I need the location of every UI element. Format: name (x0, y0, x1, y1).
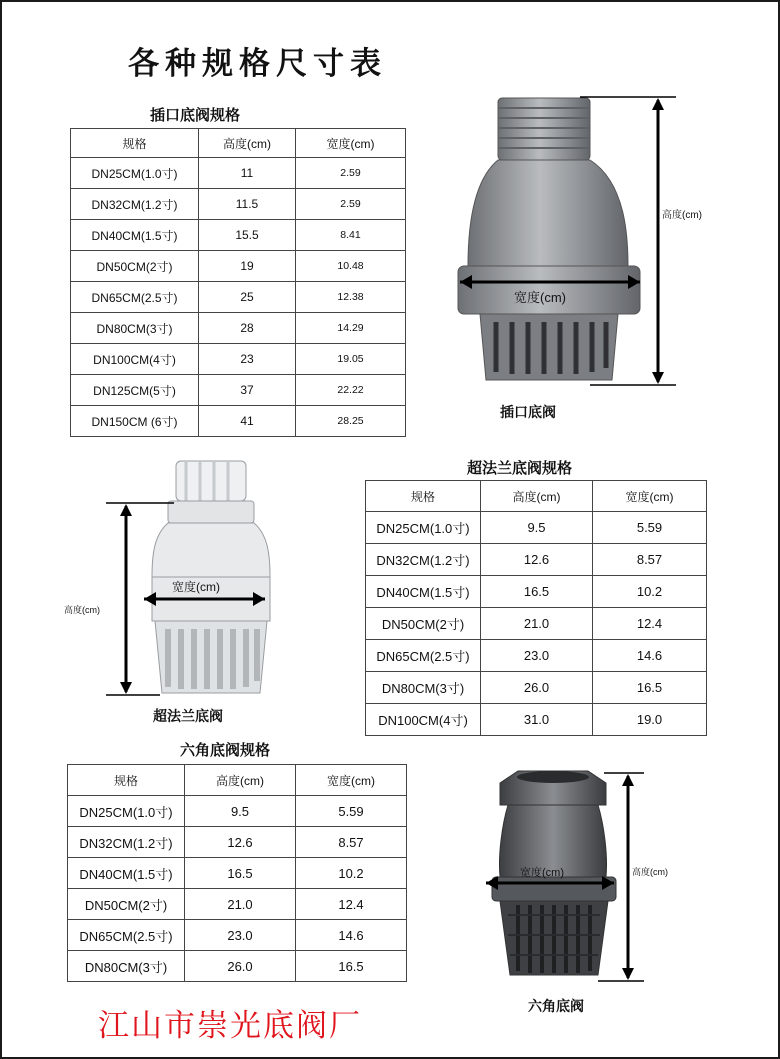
spec-cell: DN125CM(5寸) (71, 375, 199, 406)
spec-cell: DN80CM(3寸) (366, 672, 481, 704)
column-header: 宽度(cm) (296, 765, 407, 796)
width-cell: 19.05 (296, 344, 406, 375)
spec-cell: DN150CM (6寸) (71, 406, 199, 437)
column-header: 规格 (366, 481, 481, 512)
spec-cell: DN25CM(1.0寸) (68, 796, 185, 827)
insert-valve-photo (440, 88, 730, 418)
width-cell: 12.4 (593, 608, 707, 640)
table-row (68, 889, 407, 920)
insert-valve-spec-table (70, 128, 406, 437)
width-cell: 5.59 (593, 512, 707, 544)
hex-valve-header-row (68, 765, 407, 796)
flange-valve-width-label: 宽度(cm) (172, 580, 220, 594)
flange-valve-spec-table (365, 480, 707, 736)
insert-valve-table-title: 插口底阀规格 (150, 106, 241, 124)
height-cell: 23.0 (185, 920, 296, 951)
height-cell: 9.5 (185, 796, 296, 827)
width-cell: 10.2 (296, 858, 407, 889)
spec-cell: DN80CM(3寸) (68, 951, 185, 982)
insert-valve-caption: 插口底阀 (500, 405, 556, 421)
height-cell: 37 (199, 375, 296, 406)
height-cell: 41 (199, 406, 296, 437)
width-cell: 12.4 (296, 889, 407, 920)
hex-valve-spec-table (67, 764, 407, 982)
column-header: 宽度(cm) (593, 481, 707, 512)
height-cell: 25 (199, 282, 296, 313)
height-cell: 21.0 (185, 889, 296, 920)
flange-valve-photo (60, 455, 275, 705)
height-cell: 26.0 (185, 951, 296, 982)
width-cell: 28.25 (296, 406, 406, 437)
table-row (68, 827, 407, 858)
height-cell: 12.6 (185, 827, 296, 858)
hex-valve-height-label: 高度(cm) (632, 867, 668, 877)
width-cell: 14.6 (593, 640, 707, 672)
height-cell: 15.5 (199, 220, 296, 251)
height-cell: 23 (199, 344, 296, 375)
table-row (366, 640, 707, 672)
flange-valve-header-row (366, 481, 707, 512)
spec-cell: DN32CM(1.2寸) (71, 189, 199, 220)
height-cell: 11 (199, 158, 296, 189)
width-cell: 19.0 (593, 704, 707, 736)
column-header: 高度(cm) (185, 765, 296, 796)
table-row (366, 544, 707, 576)
width-cell: 12.38 (296, 282, 406, 313)
insert-valve-header-row (71, 129, 406, 158)
spec-cell: DN40CM(1.5寸) (68, 858, 185, 889)
table-row (71, 158, 406, 189)
insert-valve-width-label: 宽度(cm) (514, 290, 566, 305)
width-cell: 2.59 (296, 189, 406, 220)
insert-valve-body (458, 98, 640, 380)
width-cell: 22.22 (296, 375, 406, 406)
spec-cell: DN65CM(2.5寸) (366, 640, 481, 672)
column-header: 规格 (71, 129, 199, 158)
height-cell: 21.0 (481, 608, 593, 640)
height-cell: 19 (199, 251, 296, 282)
hex-valve-caption: 六角底阀 (528, 999, 584, 1015)
spec-cell: DN50CM(2寸) (71, 251, 199, 282)
height-cell: 11.5 (199, 189, 296, 220)
table-row (366, 672, 707, 704)
hex-valve-table-title: 六角底阀规格 (180, 741, 271, 759)
height-cell: 9.5 (481, 512, 593, 544)
table-row (68, 951, 407, 982)
width-cell: 14.6 (296, 920, 407, 951)
table-row (366, 512, 707, 544)
column-header: 宽度(cm) (296, 129, 406, 158)
table-row (71, 313, 406, 344)
spec-cell: DN25CM(1.0寸) (71, 158, 199, 189)
flange-valve-table-title: 超法兰底阀规格 (467, 459, 573, 477)
spec-cell: DN32CM(1.2寸) (68, 827, 185, 858)
width-cell: 14.29 (296, 313, 406, 344)
flange-valve-body (152, 461, 270, 693)
width-cell: 16.5 (593, 672, 707, 704)
spec-cell: DN50CM(2寸) (366, 608, 481, 640)
table-row (71, 375, 406, 406)
width-cell: 16.5 (296, 951, 407, 982)
height-cell: 28 (199, 313, 296, 344)
table-row (68, 858, 407, 889)
column-header: 规格 (68, 765, 185, 796)
width-cell: 8.57 (296, 827, 407, 858)
table-row (71, 251, 406, 282)
page-title: 各种规格尺寸表 (128, 46, 387, 82)
width-cell: 2.59 (296, 158, 406, 189)
width-cell: 5.59 (296, 796, 407, 827)
height-cell: 16.5 (185, 858, 296, 889)
table-row (71, 189, 406, 220)
width-cell: 10.2 (593, 576, 707, 608)
width-cell: 8.41 (296, 220, 406, 251)
spec-cell: DN65CM(2.5寸) (71, 282, 199, 313)
spec-cell: DN25CM(1.0寸) (366, 512, 481, 544)
height-cell: 12.6 (481, 544, 593, 576)
company-name: 江山市崇光底阀厂 (98, 1008, 362, 1044)
height-cell: 16.5 (481, 576, 593, 608)
height-cell: 31.0 (481, 704, 593, 736)
flange-valve-height-label: 高度(cm) (64, 605, 100, 615)
table-row (366, 576, 707, 608)
width-cell: 8.57 (593, 544, 707, 576)
insert-valve-height-label: 高度(cm) (662, 210, 702, 221)
height-cell: 23.0 (481, 640, 593, 672)
spec-cell: DN40CM(1.5寸) (366, 576, 481, 608)
spec-cell: DN40CM(1.5寸) (71, 220, 199, 251)
column-header: 高度(cm) (199, 129, 296, 158)
hex-valve-width-label: 宽度(cm) (520, 867, 564, 879)
spec-cell: DN50CM(2寸) (68, 889, 185, 920)
width-cell: 10.48 (296, 251, 406, 282)
table-row (68, 796, 407, 827)
spec-cell: DN32CM(1.2寸) (366, 544, 481, 576)
spec-cell: DN65CM(2.5寸) (68, 920, 185, 951)
spec-cell: DN100CM(4寸) (71, 344, 199, 375)
height-cell: 26.0 (481, 672, 593, 704)
flange-valve-caption: 超法兰底阀 (153, 709, 223, 725)
table-row (366, 608, 707, 640)
table-row (68, 920, 407, 951)
table-row (71, 220, 406, 251)
hex-valve-photo (478, 765, 700, 995)
spec-cell: DN100CM(4寸) (366, 704, 481, 736)
table-row (71, 344, 406, 375)
table-row (71, 406, 406, 437)
column-header: 高度(cm) (481, 481, 593, 512)
table-row (71, 282, 406, 313)
spec-cell: DN80CM(3寸) (71, 313, 199, 344)
table-row (366, 704, 707, 736)
